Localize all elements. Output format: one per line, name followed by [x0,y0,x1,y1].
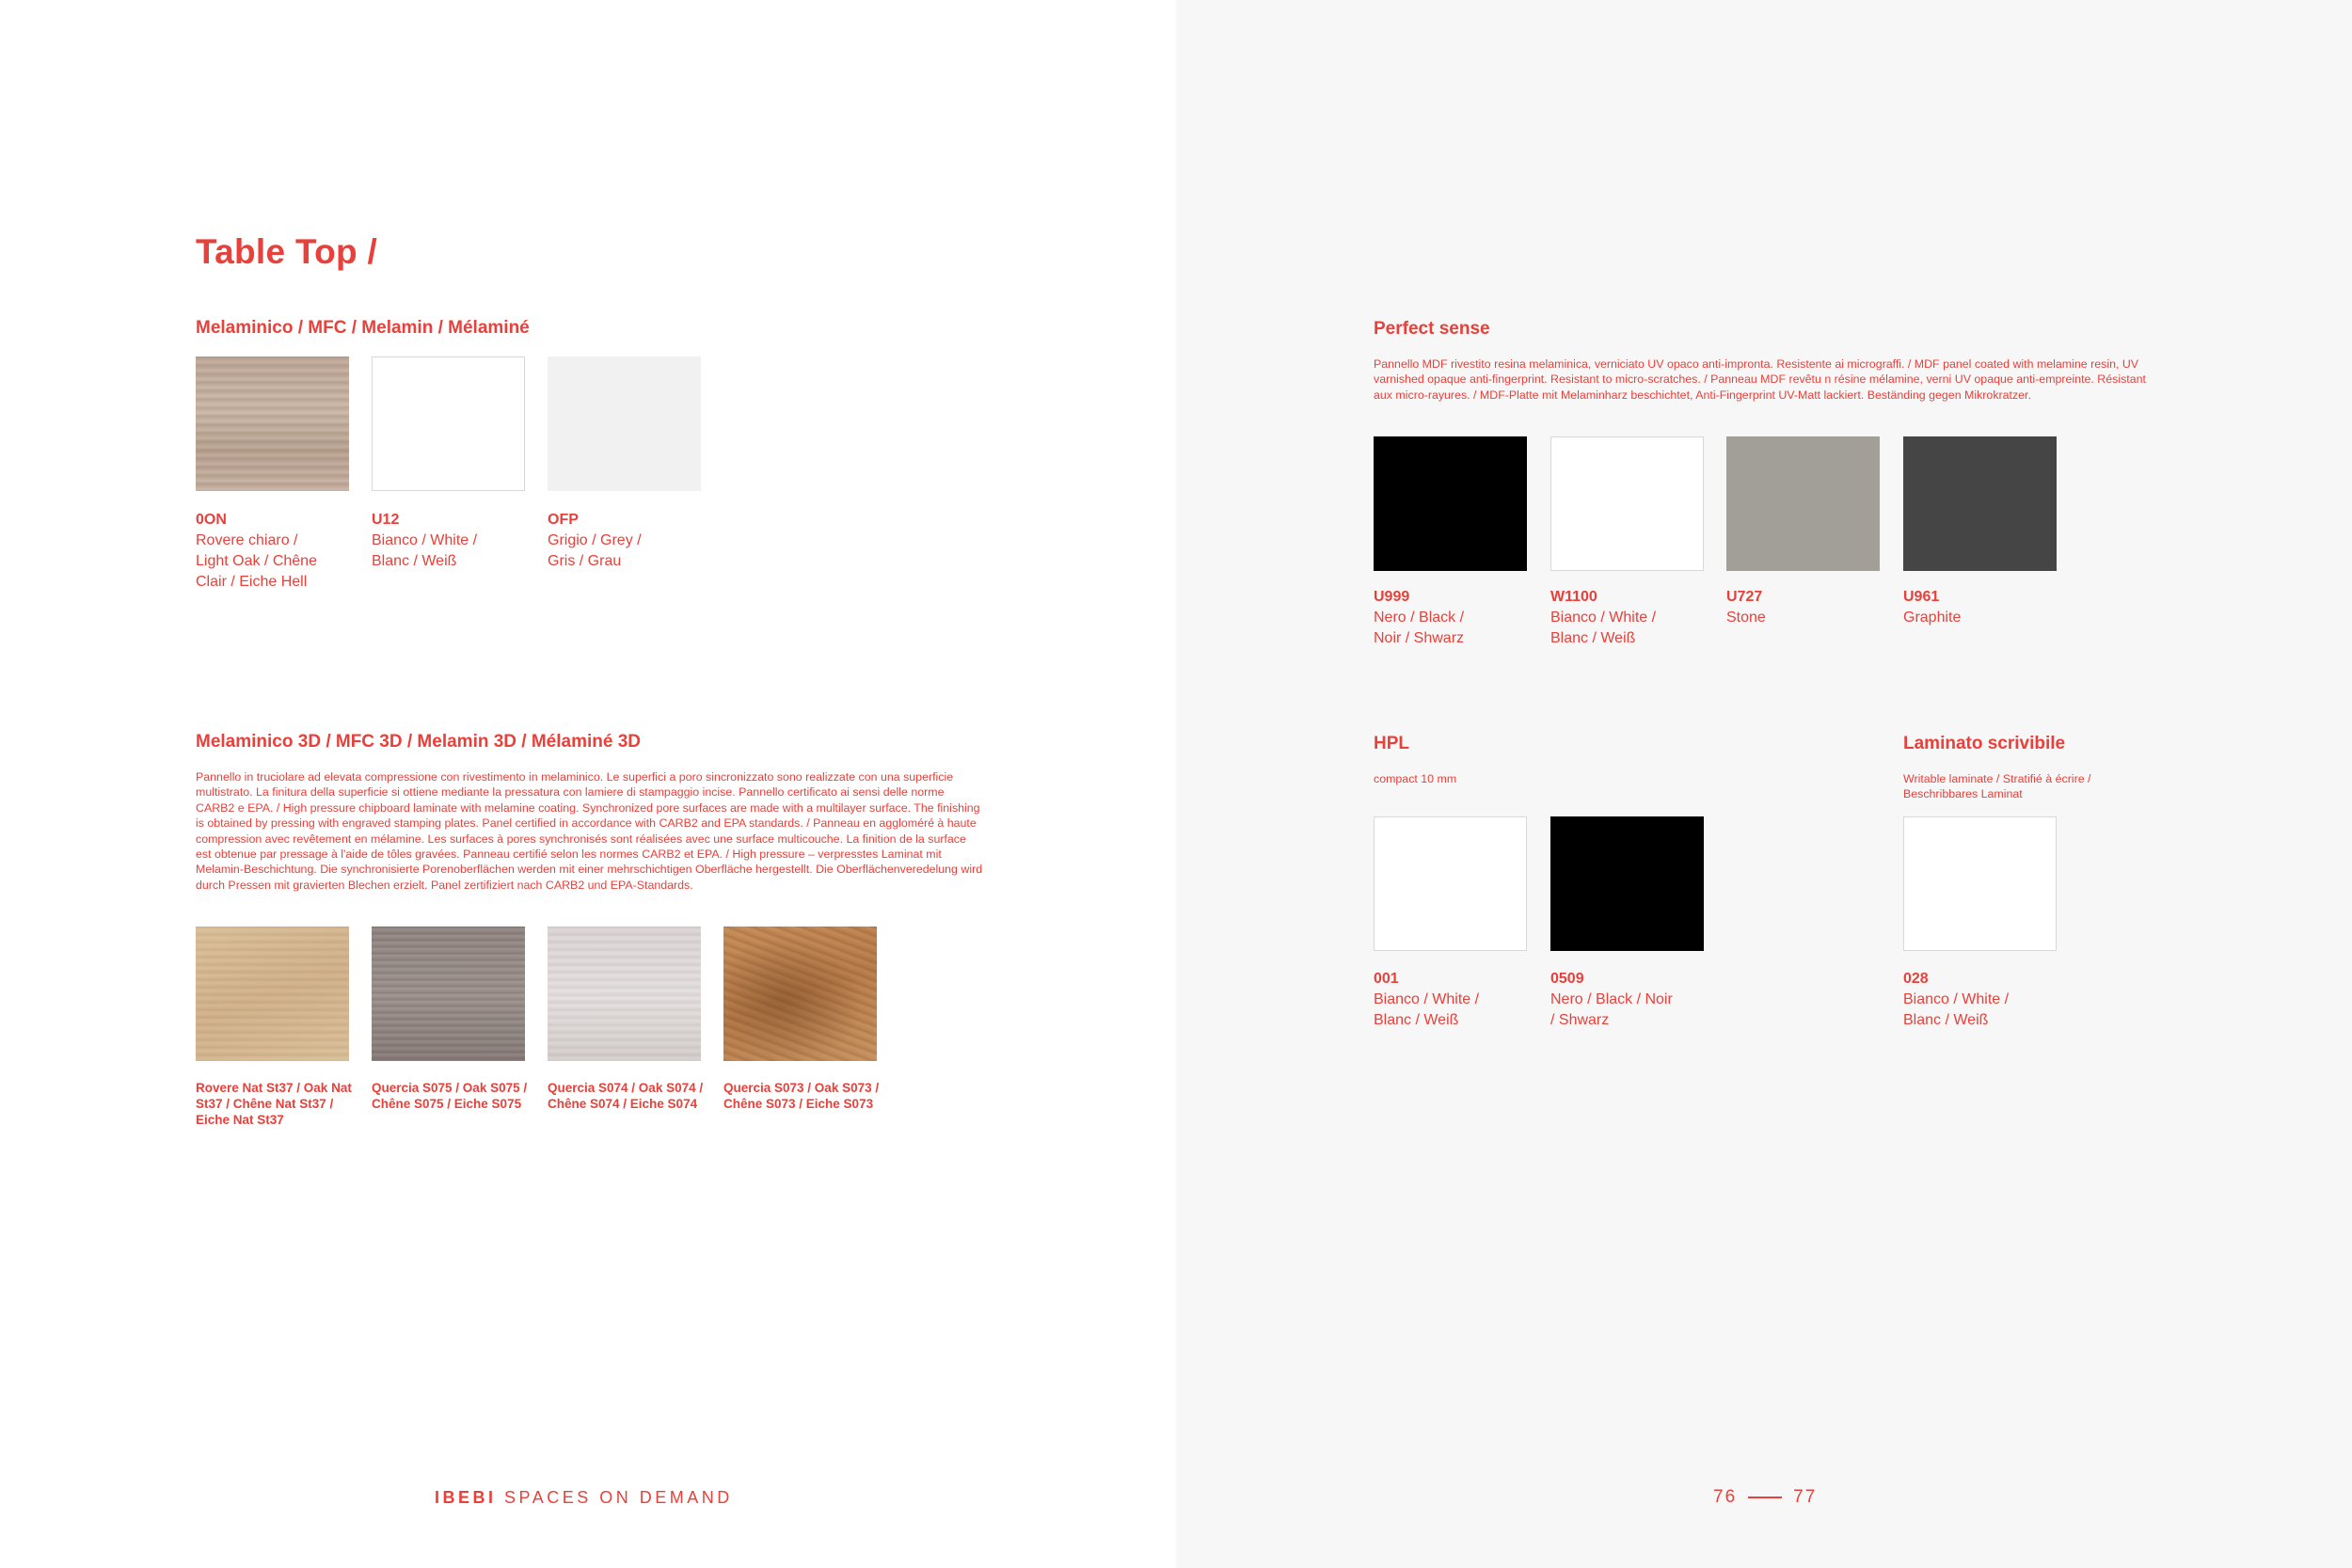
page-numbers [1713,1487,1817,1508]
caption-028 [1903,969,2063,1031]
swatch-code: U961 [1903,589,1940,605]
swatch-light-oak [196,356,349,491]
swatch-w1100 [1550,436,1704,571]
caption-quercia-s075: Quercia S075 / Oak S075 / Chêne S075 / Eiche S075 [372,1081,528,1111]
page-number-divider [1748,1497,1782,1498]
section-description-perfect-sense: Pannello MDF rivestito resina melaminica, verniciato UV opaco anti-impronta. Resistente ai micrograffi. / MDF panel coated with melamine resin, UV varnished opaque anti-fingerprint. Resistant to micro-scratches. / Panneau MDF revêtu n résine mélamine, verni UV opaque anti-empreinte. Résistant aux micro-rayures. / MDF-Platte mit Melaminharz beschichtet, Anti-Fingerprint UV-Matt lackiert. Beständing gegen Mikrokratzer. [1374,357,2146,402]
swatch-white-u12 [372,356,525,491]
swatch-u727 [1726,436,1880,571]
swatch-hpl-0509 [1550,816,1704,951]
swatch-name: Bianco / White / Blanc / Weiß [1550,610,1657,646]
caption-u727 [1726,587,1886,628]
page-number-left: 76 [1713,1487,1738,1507]
swatch-quercia-s073 [723,927,877,1061]
caption-u961 [1903,587,2063,628]
swatch-name: Bianco / White / Blanc / Weiß [1903,991,2010,1028]
swatch-name: Graphite [1903,610,1962,626]
section-title-perfect-sense: Perfect sense [1374,319,1490,339]
caption-0509 [1550,969,1710,1031]
swatch-u961 [1903,436,2057,571]
swatch-name: Nero / Black / Noir / Shwarz [1550,991,1673,1028]
swatch-code: W1100 [1550,589,1597,605]
brand-tagline: SPACES ON DEMAND [504,1488,733,1507]
swatch-rovere-nat [196,927,349,1061]
caption-0on [196,510,356,593]
swatch-code: 028 [1903,971,1929,987]
swatch-name: Rovere chiaro / Light Oak / Chêne Clair / Eiche Hell [196,532,317,590]
page-number-right: 77 [1793,1487,1818,1507]
laminato-subtitle: Writable laminate / Stratifié à écrire / Beschribbares Laminat [1903,772,2091,801]
swatch-code: U999 [1374,589,1410,605]
swatch-grey-ofp [548,356,701,491]
caption-ofp [548,510,707,572]
caption-001 [1374,969,1534,1031]
section-description-3d: Pannello in truciolare ad elevata compressione con rivestimento in melaminico. Le superfici a poro sincronizzato sono realizzate con una superficie multistrato. La finitura della superficie si ottiene mediante la pressatura con lamiere di stampaggio incise. Pannello certificato ai sensi delle norme CARB2 e EPA. / High pressure chipboard laminate with melamine coating. Synchronized pore surfaces are made with a multilayer surface. The finishing is obtained by pressing with engraved stamping plates. Panel certified in accordance with CARB2 and EPA standards. / Panneau en aggloméré à haute compression avec revêtement en mélamine. Les surfaces à pores synchronisés sont réalisées avec une surface multicouche. La finition de la surface est obtenue par pressage à l'aide de tôles gravées. Panneau certifié selon les normes CARB2 et EPA. / High pressure – verpresstes Laminat mit Melamin-Beschichtung. Die synchronisierte Porenoberflächen werden mit einer mehrschichtigen Oberfläche hergestellt. Die Oberflächenveredelung wird durch Pressen mit gravierten Blechen erzielt. Panel zertifiziert nach CARB2 und EPA-Standards. [196,770,983,892]
swatch-name: Bianco / White / Blanc / Weiß [372,532,478,569]
swatch-quercia-s075 [372,927,525,1061]
section-title-laminato: Laminato scrivibile [1903,734,2066,753]
section-title-melaminico: Melaminico / MFC / Melamin / Mélaminé [196,318,530,338]
swatch-code: 001 [1374,971,1399,987]
caption-quercia-s073: Quercia S073 / Oak S073 / Chêne S073 / Eiche S073 [723,1081,880,1111]
swatch-code: OFP [548,512,579,528]
swatch-hpl-001 [1374,816,1527,951]
caption-w1100 [1550,587,1710,649]
swatch-code: 0ON [196,512,227,528]
brand-name: IBEBI [435,1488,497,1507]
caption-rovere-nat: Rovere Nat St37 / Oak Nat St37 / Chêne Nat St37 / Eiche Nat St37 [196,1081,352,1127]
hpl-subtitle: compact 10 mm [1374,772,1457,785]
swatch-name: Bianco / White / Blanc / Weiß [1374,991,1480,1028]
swatch-code: 0509 [1550,971,1584,987]
swatch-name: Nero / Black / Noir / Shwarz [1374,610,1465,646]
caption-quercia-s074: Quercia S074 / Oak S074 / Chêne S074 / Eiche S074 [548,1081,704,1111]
right-page-background [1176,0,2352,1568]
swatch-code: U727 [1726,589,1763,605]
caption-u12 [372,510,532,572]
swatch-name: Grigio / Grey / Gris / Grau [548,532,642,569]
swatch-laminato-028 [1903,816,2057,951]
swatch-u999 [1374,436,1527,571]
section-title-melaminico-3d: Melaminico 3D / MFC 3D / Melamin 3D / Mélaminé 3D [196,732,642,752]
page-title: Table Top / [196,232,378,271]
footer-brand [435,1488,733,1508]
swatch-code: U12 [372,512,400,528]
section-title-hpl: HPL [1374,734,1409,753]
caption-u999 [1374,587,1534,649]
swatch-name: Stone [1726,610,1766,626]
swatch-quercia-s074 [548,927,701,1061]
